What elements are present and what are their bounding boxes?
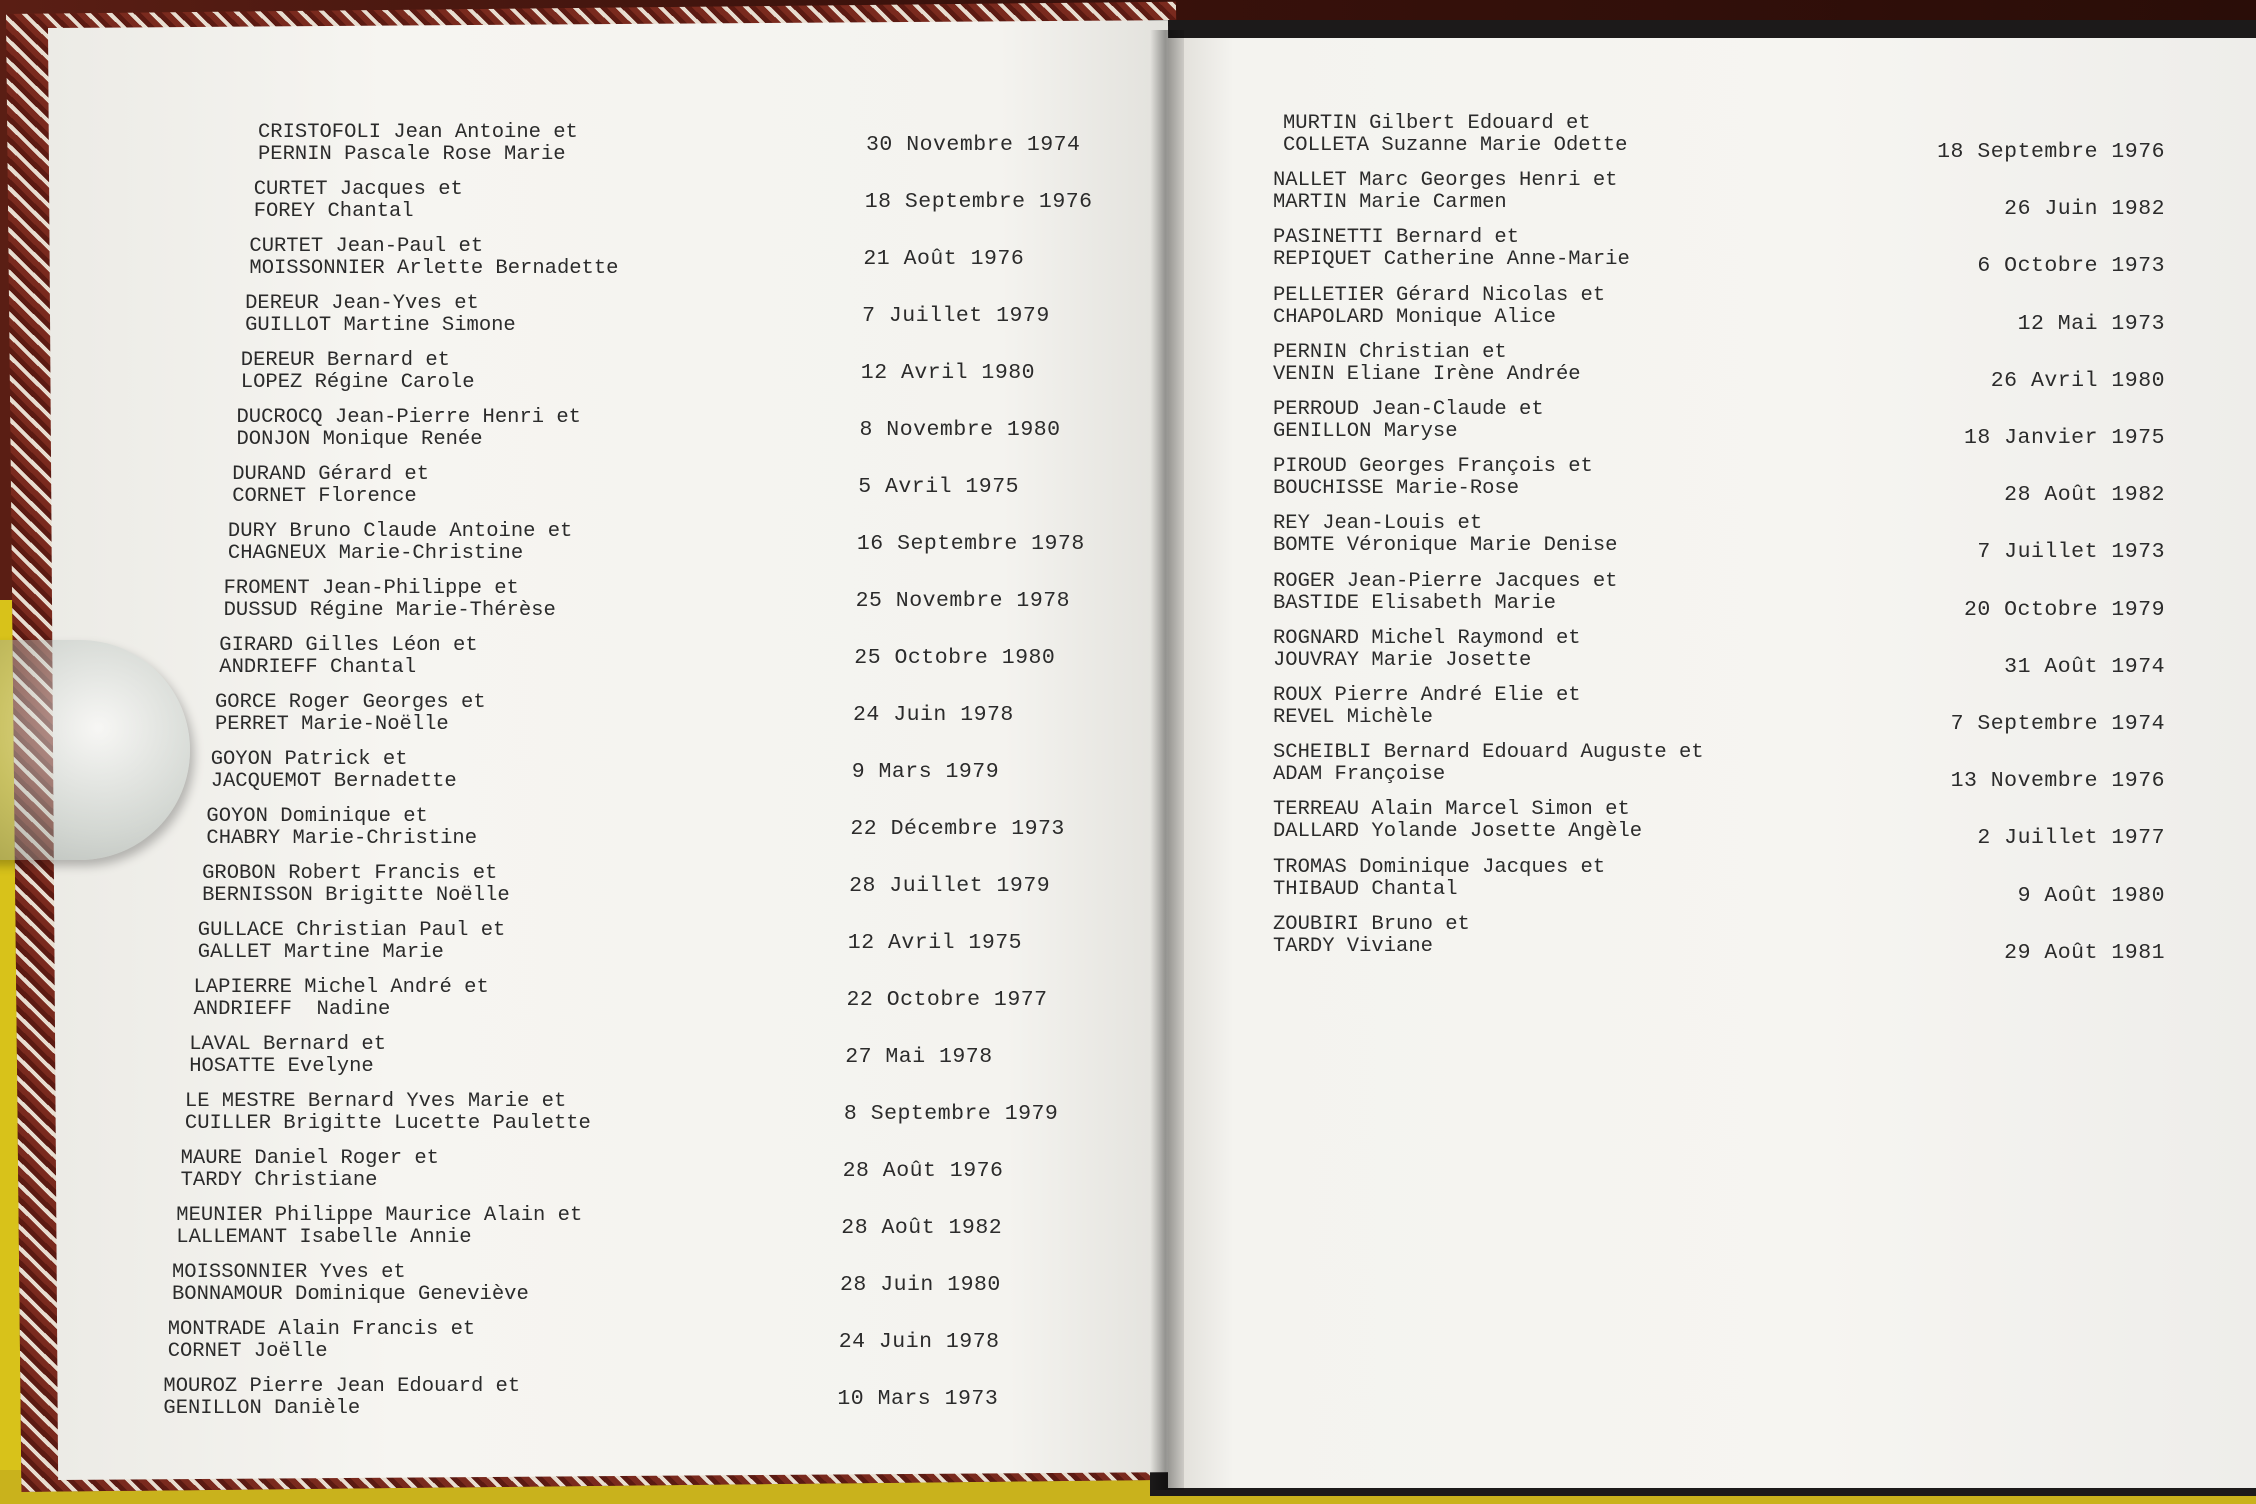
groom-name: REY Jean-Louis et bbox=[1273, 512, 1483, 536]
marriage-date: 12 Mai 1973 bbox=[2017, 311, 2165, 336]
bride-name: HOSATTE Evelyne bbox=[189, 1055, 374, 1078]
bride-name: VENIN Eliane Irène Andrée bbox=[1273, 362, 1581, 386]
bride-name: DUSSUD Régine Marie-Thérèse bbox=[223, 599, 556, 622]
marriage-date: 26 Juin 1982 bbox=[2004, 197, 2165, 222]
marriage-date: 6 Octobre 1973 bbox=[1977, 254, 2165, 279]
bride-name: CORNET Florence bbox=[232, 485, 417, 508]
couple-names bbox=[254, 179, 463, 223]
bride-name: GALLET Martine Marie bbox=[197, 941, 444, 964]
bride-name: CUILLER Brigitte Lucette Paulette bbox=[184, 1112, 591, 1135]
couple-names bbox=[163, 1376, 520, 1420]
bride-name: THIBAUD Chantal bbox=[1273, 877, 1458, 901]
couple-names bbox=[232, 464, 429, 508]
groom-name: GIRARD Gilles Léon et bbox=[219, 634, 478, 657]
marriage-date: 28 Août 1982 bbox=[841, 1216, 1003, 1240]
couple-names bbox=[1273, 342, 1581, 386]
marriage-date: 7 Juillet 1973 bbox=[1977, 540, 2165, 565]
marriage-date: 7 Septembre 1974 bbox=[1950, 712, 2165, 736]
bride-name: DONJON Monique Renée bbox=[236, 428, 483, 451]
bride-name: BASTIDE Elisabeth Marie bbox=[1273, 591, 1556, 615]
groom-name: SCHEIBLI Bernard Edouard Auguste et bbox=[1273, 741, 1704, 765]
marriage-date: 21 Août 1976 bbox=[863, 247, 1025, 271]
groom-name: MAURE Daniel Roger et bbox=[180, 1147, 439, 1170]
couple-names bbox=[1273, 227, 1630, 271]
bride-name: CHAPOLARD Monique Alice bbox=[1273, 305, 1556, 329]
marriage-date: 16 Septembre 1978 bbox=[856, 532, 1085, 556]
couple-names bbox=[1273, 742, 1704, 786]
groom-name: LAPIERRE Michel André et bbox=[193, 976, 489, 999]
bride-name: BERNISSON Brigitte Noëlle bbox=[202, 884, 510, 907]
couple-names bbox=[228, 521, 572, 565]
groom-name: DUCROCQ Jean-Pierre Henri et bbox=[236, 406, 581, 429]
bride-name: COLLETA Suzanne Marie Odette bbox=[1283, 134, 1628, 157]
couple-names bbox=[189, 1034, 386, 1078]
groom-name: LE MESTRE Bernard Yves Marie et bbox=[184, 1090, 567, 1113]
couple-names bbox=[1273, 914, 1470, 958]
marriage-date: 18 Septembre 1976 bbox=[1937, 140, 2165, 164]
marriage-date: 26 Avril 1980 bbox=[1990, 368, 2165, 393]
groom-name: PERNIN Christian et bbox=[1273, 340, 1507, 364]
groom-name: CRISTOFOLI Jean Antoine et bbox=[258, 121, 578, 144]
couple-names bbox=[1273, 857, 1605, 901]
bride-name: MOISSONNIER Arlette Bernadette bbox=[249, 257, 619, 280]
marriage-date: 28 Août 1976 bbox=[842, 1159, 1004, 1183]
bride-name: CORNET Joëlle bbox=[167, 1340, 328, 1363]
bride-name: TARDY Christiane bbox=[180, 1169, 378, 1192]
groom-name: MURTIN Gilbert Edouard et bbox=[1283, 112, 1591, 135]
couple-names bbox=[1283, 113, 1627, 157]
couple-names bbox=[249, 236, 618, 280]
bride-name: GENILLON Danièle bbox=[163, 1397, 361, 1420]
bride-name: REPIQUET Catherine Anne-Marie bbox=[1273, 248, 1630, 272]
marriage-date: 9 Mars 1979 bbox=[851, 760, 1000, 784]
couple-names bbox=[1273, 513, 1617, 557]
couple-names bbox=[202, 863, 510, 907]
marriage-date: 13 Novembre 1976 bbox=[1950, 769, 2165, 794]
bride-name: GUILLOT Martine Simone bbox=[245, 314, 516, 337]
marriage-date: 31 Août 1974 bbox=[2004, 654, 2165, 679]
bride-name: ANDRIEFF Nadine bbox=[193, 998, 391, 1021]
groom-name: GULLACE Christian Paul et bbox=[197, 919, 506, 942]
couple-names bbox=[198, 920, 506, 964]
groom-name: MONTRADE Alain Francis et bbox=[167, 1318, 476, 1341]
marriage-date: 25 Novembre 1978 bbox=[855, 589, 1071, 613]
groom-name: ZOUBIRI Bruno et bbox=[1273, 912, 1470, 936]
marriage-date: 18 Septembre 1976 bbox=[864, 190, 1093, 214]
bride-name: CHAGNEUX Marie-Christine bbox=[227, 542, 524, 565]
bride-name: ANDRIEFF Chantal bbox=[219, 656, 417, 679]
groom-name: MEUNIER Philippe Maurice Alain et bbox=[176, 1204, 583, 1227]
bride-name: GENILLON Maryse bbox=[1273, 420, 1458, 443]
book-gutter bbox=[1150, 30, 1184, 1490]
groom-name: LAVAL Bernard et bbox=[189, 1033, 387, 1056]
groom-name: GOYON Dominique et bbox=[206, 805, 428, 828]
marriage-date: 8 Novembre 1980 bbox=[859, 418, 1061, 442]
marriage-date: 22 Octobre 1977 bbox=[846, 988, 1048, 1012]
couple-names bbox=[1273, 285, 1605, 329]
couple-names bbox=[1273, 799, 1642, 843]
marriage-date: 28 Juillet 1979 bbox=[849, 874, 1051, 898]
marriage-date: 30 Novembre 1974 bbox=[866, 133, 1081, 157]
marriage-date: 22 Décembre 1973 bbox=[850, 817, 1065, 841]
couple-names bbox=[237, 407, 581, 451]
bride-name: ADAM Françoise bbox=[1273, 763, 1446, 787]
couple-names bbox=[172, 1262, 529, 1306]
groom-name: DURY Bruno Claude Antoine et bbox=[227, 520, 573, 543]
groom-name: TERREAU Alain Marcel Simon et bbox=[1273, 798, 1630, 822]
bride-name: PERNIN Pascale Rose Marie bbox=[258, 143, 566, 166]
bride-name: PERRET Marie-Noëlle bbox=[215, 713, 449, 736]
couple-names bbox=[224, 578, 556, 622]
bride-name: LOPEZ Régine Carole bbox=[240, 371, 475, 394]
groom-name: PELLETIER Gérard Nicolas et bbox=[1273, 283, 1606, 307]
marriage-date: 2 Juillet 1977 bbox=[1977, 826, 2165, 851]
groom-name: ROGNARD Michel Raymond et bbox=[1273, 626, 1581, 650]
couple-names bbox=[1273, 170, 1617, 214]
groom-name: GORCE Roger Georges et bbox=[215, 691, 486, 714]
marriage-date: 25 Octobre 1980 bbox=[854, 646, 1056, 670]
couple-names bbox=[1273, 628, 1581, 672]
groom-name: PERROUD Jean-Claude et bbox=[1273, 398, 1544, 421]
groom-name: DEREUR Jean-Yves et bbox=[245, 292, 479, 315]
bride-name: FOREY Chantal bbox=[253, 200, 414, 223]
couple-names bbox=[185, 1091, 591, 1135]
groom-name: FROMENT Jean-Philippe et bbox=[223, 577, 519, 600]
marriage-date: 29 Août 1981 bbox=[2004, 940, 2165, 965]
marriage-date: 28 Août 1982 bbox=[2004, 483, 2165, 508]
couple-names bbox=[211, 749, 457, 793]
couple-names bbox=[245, 293, 516, 337]
marriage-date: 5 Avril 1975 bbox=[858, 475, 1020, 499]
marriage-date: 18 Janvier 1975 bbox=[1963, 426, 2165, 450]
groom-name: GROBON Robert Francis et bbox=[202, 862, 498, 885]
groom-name: ROGER Jean-Pierre Jacques et bbox=[1273, 569, 1618, 593]
bride-name: JOUVRAY Marie Josette bbox=[1273, 648, 1532, 672]
groom-name: PIROUD Georges François et bbox=[1273, 455, 1593, 479]
groom-name: MOISSONNIER Yves et bbox=[172, 1261, 406, 1284]
couple-names bbox=[219, 635, 477, 679]
marriage-date: 9 Août 1980 bbox=[2017, 883, 2165, 908]
couple-names bbox=[258, 122, 578, 166]
bride-name: TARDY Viviane bbox=[1273, 934, 1433, 958]
bride-name: CHABRY Marie-Christine bbox=[206, 827, 478, 850]
groom-name: MOUROZ Pierre Jean Edouard et bbox=[163, 1375, 521, 1398]
couple-names bbox=[176, 1205, 582, 1249]
groom-name: DEREUR Bernard et bbox=[240, 349, 450, 372]
marriage-date: 27 Mai 1978 bbox=[845, 1045, 993, 1069]
marriage-date: 12 Avril 1980 bbox=[860, 361, 1036, 385]
bride-name: LALLEMANT Isabelle Annie bbox=[176, 1226, 472, 1249]
couple-names bbox=[194, 977, 489, 1021]
groom-name: CURTET Jacques et bbox=[253, 178, 463, 201]
couple-names bbox=[1273, 399, 1544, 443]
marriage-date: 12 Avril 1975 bbox=[847, 931, 1023, 955]
couple-names bbox=[215, 692, 486, 736]
bride-name: DALLARD Yolande Josette Angèle bbox=[1273, 820, 1643, 844]
groom-name: TROMAS Dominique Jacques et bbox=[1273, 855, 1606, 879]
bride-name: JACQUEMOT Bernadette bbox=[210, 770, 457, 793]
marriage-date: 8 Septembre 1979 bbox=[843, 1102, 1059, 1126]
marriage-date: 10 Mars 1973 bbox=[837, 1387, 999, 1411]
groom-name: CURTET Jean-Paul et bbox=[249, 235, 484, 258]
couple-names bbox=[168, 1319, 476, 1363]
bride-name: REVEL Michèle bbox=[1273, 706, 1433, 729]
marriage-date: 20 Octobre 1979 bbox=[1963, 597, 2165, 622]
couple-names bbox=[241, 350, 475, 394]
groom-name: NALLET Marc Georges Henri et bbox=[1273, 169, 1618, 193]
couple-names bbox=[206, 806, 477, 850]
couple-names bbox=[1273, 571, 1617, 615]
groom-name: PASINETTI Bernard et bbox=[1273, 226, 1520, 250]
marriage-date: 7 Juillet 1979 bbox=[862, 304, 1050, 328]
marriage-date: 24 Juin 1978 bbox=[838, 1330, 1000, 1354]
bride-name: BOUCHISSE Marie-Rose bbox=[1273, 477, 1520, 501]
bride-name: MARTIN Marie Carmen bbox=[1273, 191, 1507, 215]
groom-name: DURAND Gérard et bbox=[232, 463, 430, 486]
couple-names bbox=[1273, 685, 1581, 729]
couple-names bbox=[1273, 456, 1593, 500]
groom-name: GOYON Patrick et bbox=[210, 748, 408, 771]
couple-names bbox=[181, 1148, 439, 1192]
bride-name: BONNAMOUR Dominique Geneviève bbox=[172, 1283, 529, 1306]
groom-name: ROUX Pierre André Elie et bbox=[1273, 684, 1581, 707]
marriage-date: 28 Juin 1980 bbox=[840, 1273, 1001, 1297]
bride-name: BOMTE Véronique Marie Denise bbox=[1273, 534, 1618, 558]
marriage-date: 24 Juin 1978 bbox=[853, 703, 1014, 727]
